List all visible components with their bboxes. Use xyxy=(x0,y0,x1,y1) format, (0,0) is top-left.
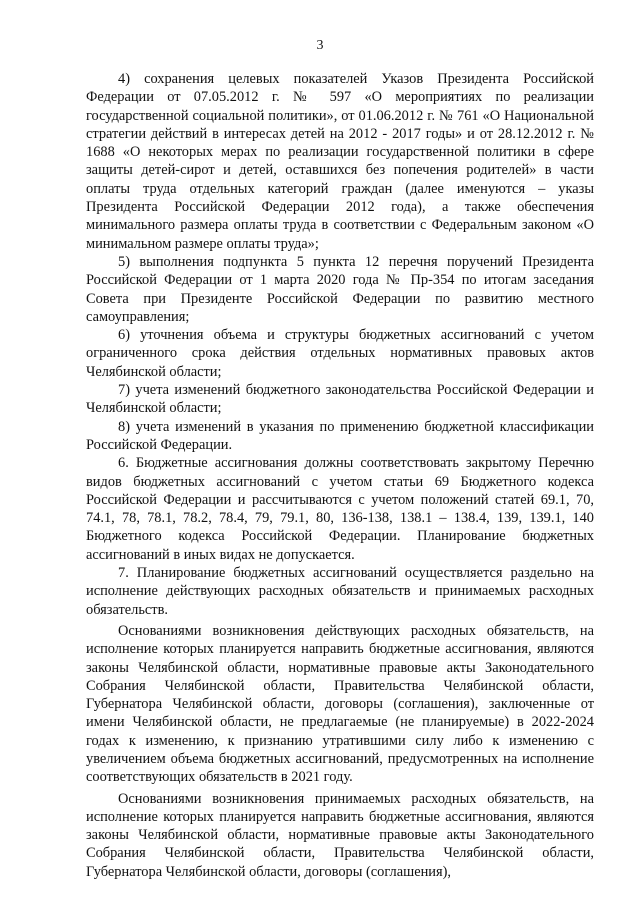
paragraph-section-6: 6. Бюджетные ассигнования должны соответствовать закрытому Перечню видов бюджетных ассигнований с учетом статьи 69 Бюджетного кодекса Российской Федерации и рассчитываются с учетом положений статей 69.1, 70, 74.1, 78, 78.1, 78.2, 78.4, 79, 79.1, 80, 136-138, 138.1 – 138.4, 139, 139.1, 140 Бюджетного кодекса Российской Федерации. Планирование бюджетных ассигнований в иных видах не допускается. xyxy=(86,455,594,563)
paragraph-section-7: 7. Планирование бюджетных ассигнований осуществляется раздельно на исполнение действующих расходных обязательств и принимаемых расходных обязательств. xyxy=(86,565,594,618)
document-body xyxy=(86,70,594,881)
paragraph-item-6: 6) уточнения объема и структуры бюджетных ассигнований с учетом ограниченного срока действия отдельных нормативных правовых актов Челябинской области; xyxy=(86,327,594,380)
paragraph-item-4: 4) сохранения целевых показателей Указов Президента Российской Федерации от 07.05.2012 г. № 597 «О мероприятиях по реализации государственной социальной политики», от 01.06.2012 г. № 761 «О Национальной стратегии действий в интересах детей на 2012 - 2017 годы» и от 28.12.2012 г. № 1688 «О некоторых мерах по реализации государственной политики в сфере защиты детей-сирот и детей, оставшихся без попечения родителей» в части оплаты труда отдельных категорий граждан (далее именуются – указы Президента Российской Федерации 2012 года), а также обеспечения минимального размера оплаты труда в соответствии с Федеральным законом «О минимальном размере оплаты труда»; xyxy=(86,71,594,252)
paragraph-accepted-obligations: Основаниями возникновения принимаемых расходных обязательств, на исполнение которых планируется направить бюджетные ассигнования, являются законы Челябинской области, нормативные правовые акты Законодательного Собрания Челябинской области, Правительства Челябинской области, Губернатора Челябинской области, договоры (соглашения), xyxy=(86,790,594,880)
page-number: 3 xyxy=(316,38,324,53)
paragraph-current-obligations: Основаниями возникновения действующих расходных обязательств, на исполнение которых планируется направить бюджетные ассигнования, являются законы Челябинской области, нормативные правовые акты Законодательного Собрания Челябинской области, Правительства Челябинской области, Губернатора Челябинской области, договоры (соглашения), заключенные от имени Челябинской области, не предлагаемые (не планируемые) в 2022-2024 годах к изменению, к признанию утратившими силу либо к изменению с увеличением объема бюджетных ассигнований, предусмотренных на исполнение соответствующих обязательств в 2021 году. xyxy=(86,622,594,786)
paragraph-item-5: 5) выполнения подпункта 5 пункта 12 перечня поручений Президента Российской Федерации от 1 марта 2020 года № Пр-354 по итогам заседания Совета при Президенте Российской Федерации по развитию местного самоуправления; xyxy=(86,253,594,325)
paragraph-item-8: 8) учета изменений в указания по применению бюджетной классификации Российской Федерации. xyxy=(86,418,594,453)
paragraph-item-7: 7) учета изменений бюджетного законодательства Российской Федерации и Челябинской области; xyxy=(86,382,594,417)
